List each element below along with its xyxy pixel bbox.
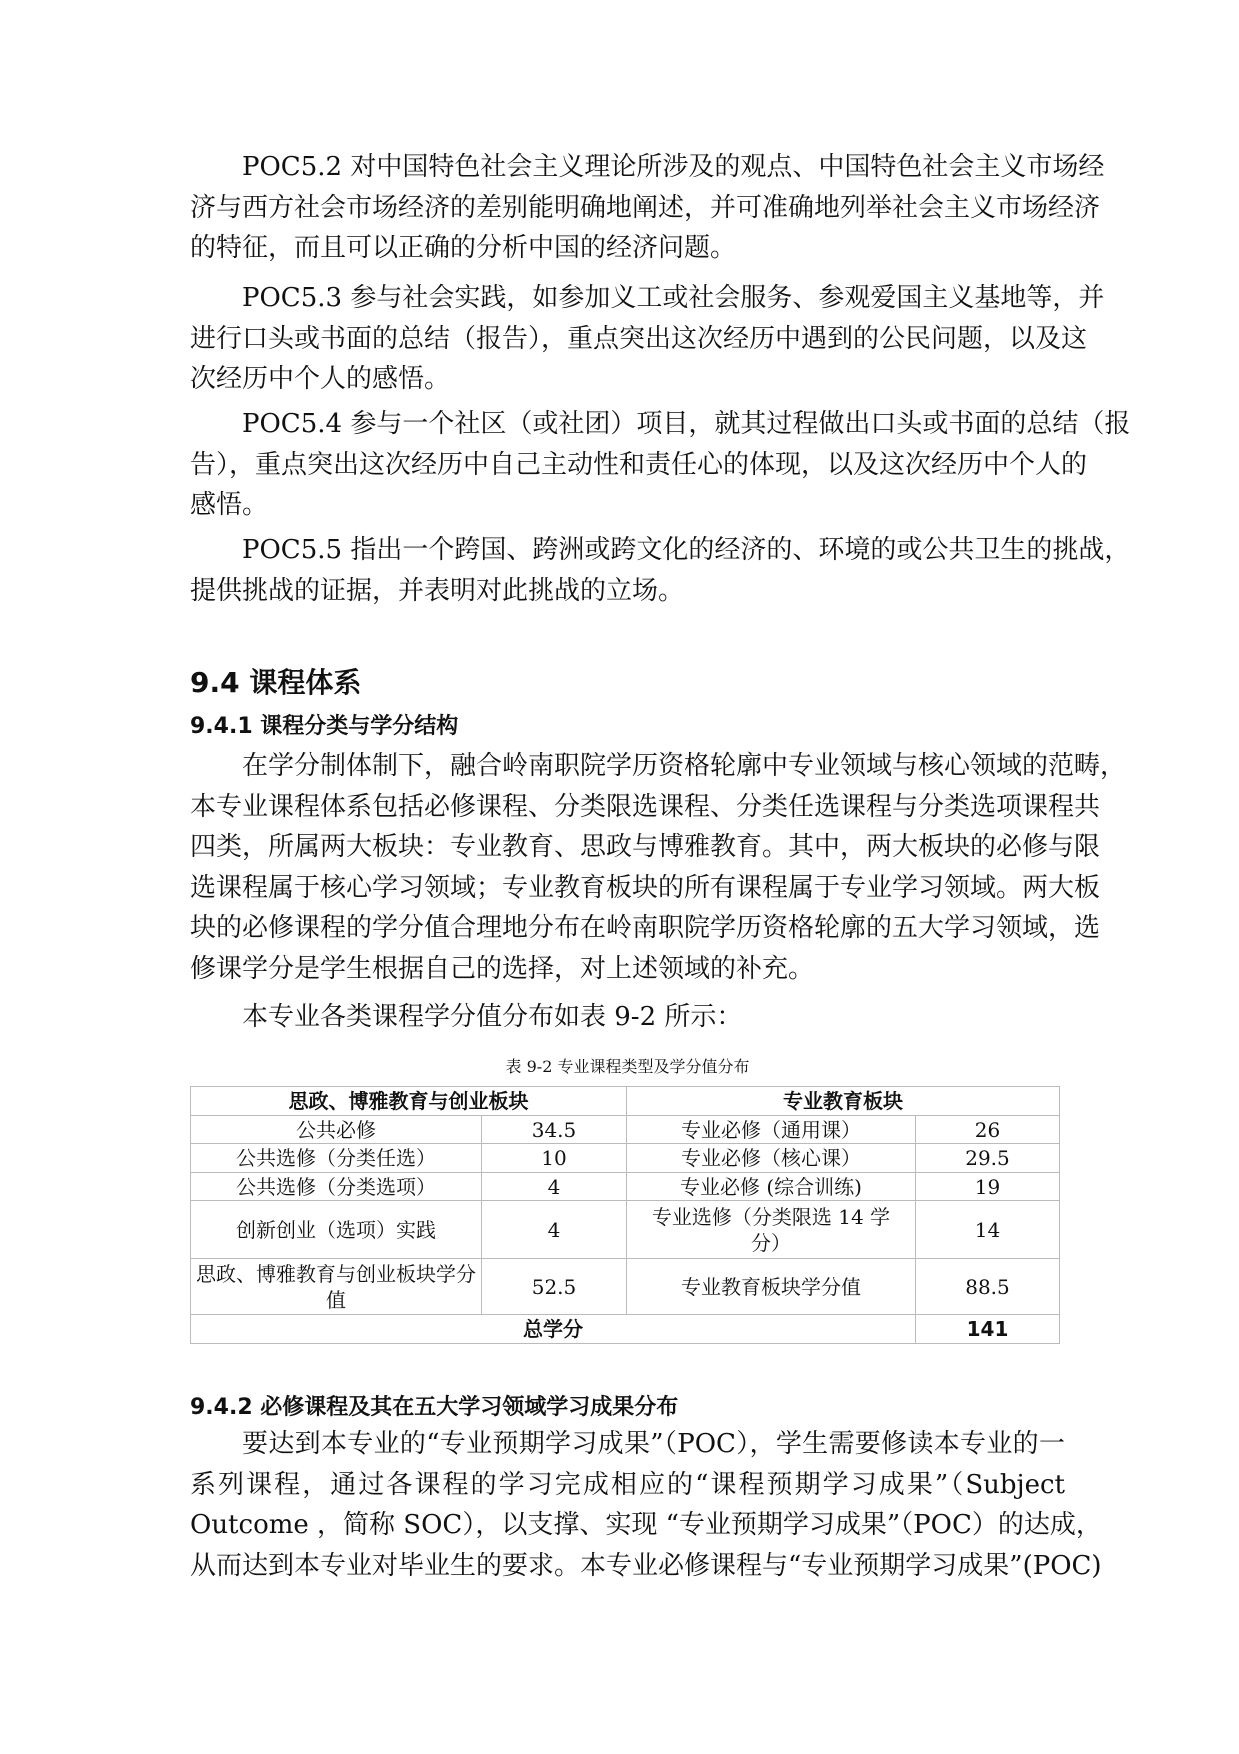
text-line: 进行口头或书面的总结（报告），重点突出这次经历中遇到的公民问题，以及这 bbox=[190, 323, 1088, 354]
text-line: 感悟。 bbox=[190, 490, 269, 520]
text-line: 系列课程，通过各课程的学习完成相应的“课程预期学习成果”（Subject bbox=[190, 1469, 1065, 1500]
section-heading: 9.4 课程体系 bbox=[190, 666, 362, 699]
text-line: POC5.4 参与一个社区（或社团）项目，就其过程做出口头或书面的总结（报 bbox=[242, 409, 1131, 439]
cell: 4 bbox=[482, 1173, 627, 1201]
cell: 34.5 bbox=[482, 1116, 627, 1144]
text-line: POC5.5 指出一个跨国、跨洲或跨文化的经济的、环境的或公共卫生的挑战， bbox=[242, 535, 1131, 565]
total-label: 总学分 bbox=[191, 1315, 916, 1344]
cell: 52.5 bbox=[482, 1259, 627, 1315]
paragraph-table-intro bbox=[190, 997, 1065, 1038]
cell: 专业必修（通用课） bbox=[627, 1116, 916, 1144]
text-line: POC5.3 参与社会实践，如参加义工或社会服务、参观爱国主义基地等，并 bbox=[242, 283, 1105, 313]
cell: 26 bbox=[916, 1116, 1060, 1144]
paragraph-poc5-3 bbox=[190, 278, 1105, 400]
header-left: 思政、博雅教育与创业板块 bbox=[191, 1087, 627, 1116]
text-line: 要达到本专业的“专业预期学习成果”（POC），学生需要修读本专业的一 bbox=[242, 1429, 1065, 1459]
cell: 公共选修（分类选项） bbox=[191, 1173, 482, 1201]
cell: 29.5 bbox=[916, 1144, 1060, 1173]
table-row bbox=[191, 1259, 1060, 1315]
total-value: 141 bbox=[916, 1315, 1060, 1344]
paragraph-poc5-4 bbox=[190, 404, 1131, 526]
subsection-heading-9-4-2: 9.4.2 必修课程及其在五大学习领域学习成果分布 bbox=[190, 1395, 679, 1420]
paragraph-required-courses bbox=[190, 1424, 1102, 1586]
cell: 4 bbox=[482, 1201, 627, 1259]
text-line: 本专业各类课程学分值分布如表 9-2 所示： bbox=[242, 1002, 743, 1032]
credit-table bbox=[190, 1086, 1060, 1344]
paragraph-course-system bbox=[190, 746, 1127, 989]
cell: 专业教育板块学分值 bbox=[627, 1259, 916, 1315]
table-row bbox=[191, 1173, 1060, 1201]
text-line: 四类，所属两大板块：专业教育、思政与博雅教育。其中，两大板块的必修与限 bbox=[190, 832, 1101, 862]
cell: 19 bbox=[916, 1173, 1060, 1201]
cell: 专业选修（分类限选 14 学分） bbox=[627, 1201, 916, 1259]
text-line: 本专业课程体系包括必修课程、分类限选课程、分类任选课程与分类选项课程共 bbox=[190, 791, 1101, 822]
table-total-row bbox=[191, 1315, 1060, 1344]
cell: 思政、博雅教育与创业板块学分值 bbox=[191, 1259, 482, 1315]
text-line: 从而达到本专业对毕业生的要求。本专业必修课程与“专业预期学习成果”(POC) bbox=[190, 1550, 1102, 1581]
cell: 10 bbox=[482, 1144, 627, 1173]
cell: 专业必修 (综合训练) bbox=[627, 1173, 916, 1201]
table-header-row bbox=[191, 1087, 1060, 1116]
text-line: POC5.2 对中国特色社会主义理论所涉及的观点、中国特色社会主义市场经 bbox=[242, 152, 1105, 182]
text-line: 提供挑战的证据，并表明对此挑战的立场。 bbox=[190, 575, 685, 606]
cell: 公共必修 bbox=[191, 1116, 482, 1144]
table-row bbox=[191, 1201, 1060, 1259]
text-line: 的特征，而且可以正确的分析中国的经济问题。 bbox=[190, 233, 737, 263]
subsection-heading-9-4-1: 9.4.1 课程分类与学分结构 bbox=[190, 714, 459, 739]
header-right: 专业教育板块 bbox=[627, 1087, 1060, 1116]
cell: 专业必修（核心课） bbox=[627, 1144, 916, 1173]
cell: 14 bbox=[916, 1201, 1060, 1259]
text-line: 选课程属于核心学习领域；专业教育板块的所有课程属于专业学习领域。两大板 bbox=[190, 872, 1101, 903]
text-line: 告），重点突出这次经历中自己主动性和责任心的体现，以及这次经历中个人的 bbox=[190, 449, 1088, 480]
text-line: 修课学分是学生根据自己的选择，对上述领域的补充。 bbox=[190, 953, 815, 984]
text-line: Outcome ，简称 SOC），以支撑、实现 “专业预期学习成果”（POC）的达成， bbox=[190, 1510, 1102, 1540]
text-line: 块的必修课程的学分值合理地分布在岭南职院学历资格轮廓的五大学习领域，选 bbox=[190, 913, 1101, 943]
cell: 88.5 bbox=[916, 1259, 1060, 1315]
text-line: 济与西方社会市场经济的差别能明确地阐述，并可准确地列举社会主义市场经济 bbox=[190, 192, 1101, 223]
text-line: 次经历中个人的感悟。 bbox=[190, 364, 451, 394]
cell: 创新创业（选项）实践 bbox=[191, 1201, 482, 1259]
table-caption: 表 9-2 专业课程类型及学分值分布 bbox=[505, 1057, 750, 1076]
paragraph-poc5-2 bbox=[190, 147, 1105, 269]
table-row bbox=[191, 1116, 1060, 1144]
text-line: 在学分制体制下，融合岭南职院学历资格轮廓中专业领域与核心领域的范畴， bbox=[242, 751, 1127, 781]
paragraph-poc5-5 bbox=[190, 530, 1131, 611]
table-row bbox=[191, 1144, 1060, 1173]
cell: 公共选修（分类任选） bbox=[191, 1144, 482, 1173]
